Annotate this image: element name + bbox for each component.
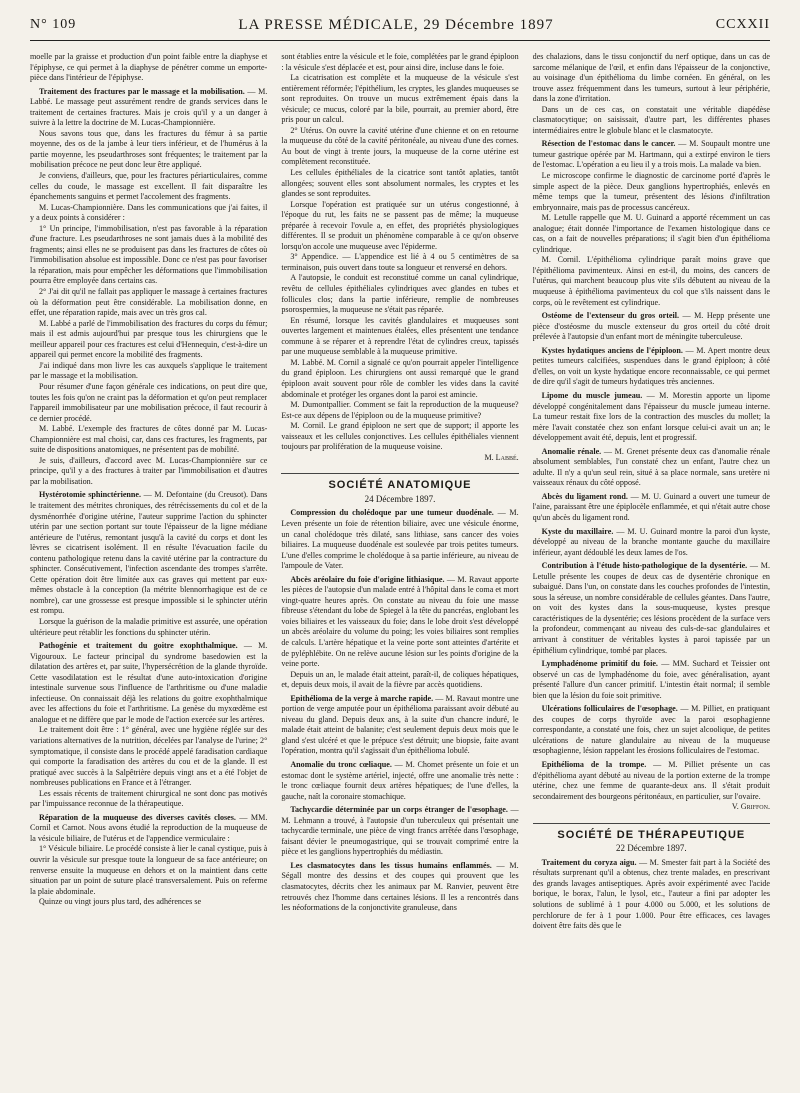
report-paragraph [533, 346, 770, 388]
report-paragraph [533, 760, 770, 802]
masthead-title: LA PRESSE MÉDICALE, 29 Décembre 1897 [238, 16, 554, 33]
report-heading: Traitement du coryza aigu. [541, 857, 637, 867]
report-text: — M. Letulle présente les coupes de deux cas de dysentérie chronique en subaigué. Dans l'un, on constate dans les couches profondes de l'intestin, sous la séreuse, un nombre considérable de cellules géantes. Dans l'autre, on voit des kystes dans la sous-muqueuse, kystes presque caractéristiques de la dysentérie; ces lésions procèdent de la surface vers la profondeur, commençant au niveau des culs-de-sac glandulaires et arrivant à constituer de véritables kystes à paroi tapissée par un épithélium cylindrique, tombé par places. [532, 561, 770, 655]
paragraph: Lorsque l'opération est pratiquée sur un utérus congestionné, à l'époque du rut, les faits ne se passent pas de même; la muqueuse préparée à recevoir l'ovule a, en effet, des propriétés physiologiques différentes. Il se produit un phénomène comparable à ce qu'on observe lorsqu'on accole une muqueuse avec l'épiderme. [281, 199, 519, 251]
paragraph: M. Cornil. Le grand épiploon ne sert que de support; il apporte les vaisseaux et les cellules conjonctives. Les cellules épithéliales viennent toujours par prolifération de la muqueuse voisine. [281, 421, 519, 452]
paragraph: Je suis, d'ailleurs, d'accord avec M. Lucas-Championnière sur ce principe, qu'il y a des fractures à traiter par l'immobilisation et d'autres par la mobilisation. [30, 455, 268, 486]
column-3 [533, 52, 770, 1086]
report-paragraph [533, 391, 770, 444]
section-title: SOCIÉTÉ ANATOMIQUE [328, 479, 472, 492]
report-heading: Contribution à l'étude histo-pathologique de la dysentérie. [541, 561, 748, 571]
report-heading: Résection de l'estomac dans le cancer. [541, 139, 676, 149]
paragraph: Pour résumer d'une façon générale ces indications, on peut dire que, toutes les fois qu'on ne craint pas la déformation et qu'on peut remplacer l'appareil immobilisateur par une mobilisation précoce, il faut recourir à ce dernier procédé. [30, 381, 268, 423]
report-paragraph [533, 527, 770, 559]
paragraph: En résumé, lorsque les cavités glandulaires et muqueuses sont ouvertes largement et maintenues étalées, elles présentent une tendance commune à se réparer et à reprendre l'état de cylindres creux, tapissés par une muqueuse semblable à la muqueuse primitive. [281, 315, 519, 357]
paragraph: M. Dumontpallier. Comment se fait la reproduction de la muqueuse? Est-ce aux dépens de l'épiploon ou de la muqueuse primitive? [281, 400, 519, 420]
report-paragraph [533, 858, 770, 932]
section-title: SOCIÉTÉ DE THÉRAPEUTIQUE [557, 828, 746, 841]
report-paragraph [281, 508, 518, 571]
paragraph: 1° Un principe, l'immobilisation, n'est pas favorable à la réparation d'une fracture. Les pseudarthroses ne sont jamais dues à la mobilité des fragments; ainsi elles ne se produisent pas dans les fractures de côtes où l'immobilisation absolue est impossible. Donc ce n'est pas pour favoriser la réparation, mais pour empêcher les déformations que l'immobilisation pourra être employée dans certains cas. [30, 223, 268, 286]
paragraph: des chalazions, dans le tissu conjonctif du nerf optique, dans un cas de sarcome mélanique de l'œil, et enfin dans l'épaisseur de la conjonctive, au voisinage d'un épithélioma du limbe cornéen. En général, on les trouve assez fréquemment dans les tumeurs, surtout à leur périphérie, dans la zone d'irritation. [532, 52, 770, 104]
report-heading: Epithélioma de la verge à marche rapide. [290, 693, 434, 703]
report-text: — M. Defontaine (du Creusot). Dans le traitement des métrites chroniques, des rétrécissements du col et de la dysménorrhée d'origine utérine, l'auteur supprime l'action du sphincter utérin par une section portant sur toute l'épaisseur de la ligne médiane antérieure de l'utérus, remontant jusqu'à la cavité du corps et dont les lèvres se cicatrisent isolément. Il en résulte l'évacuation facile du contenu pathologique retenu dans la cavité utérine par la contracture du sphincter. Consécutivement, l'infection ascendante des trompes s'arrête. Cette opération doit être limitée aux cas graves qui mettent par eux-mêmes obstacle à la conception (la métrite blennorrhagique est de ce nombre), car une grossesse est presque impossible si le sphincter utérin est rompu. [30, 490, 268, 616]
report-paragraph [533, 447, 770, 489]
report-text: — M. Ravaut montre une portion de verge amputée pour un épithélioma paraissant avoir débuté au niveau du gland. Depuis deux ans, à la suite d'un chancre induré, le malade était atteint de balanite; c'est seulement depuis deux mois que le gland s'est ulcéré et que le prépuce s'est détruit; une biopsie, faite avant l'opération, montra qu'il s'agissait d'un épithélioma lobulé. [281, 693, 519, 756]
report-text: — M. Ravaut apporte les pièces de l'autopsie d'un malade entré à l'hôpital dans le coma et mort vingt-quatre heures après. On constate au niveau du foie une masse fibreuse s'étendant du lobe de Spiegel à la tête du pancréas, englobant les voies biliaires et les vaisseaux du foie; dans le lobe droit s'est développé un abcès aréolaire du volume du poing; les voies biliaires sont remplies de calculs. L'artère hépatique et la veine porte sont atteintes d'artérite et de pyléphlébite. On ne relève aucune lésion sur les points d'origine de la veine porte. [281, 574, 519, 669]
paragraph: M. Labbé a parlé de l'immobilisation des fractures du corps du fémur; mais il est admis aujourd'hui par presque tous les chirurgiens que le meilleur appareil pour ces fractures est celui d'Hennequin, c'est-à-dire un appareil qui permet encore la mobilité des fragments. [30, 318, 268, 360]
paragraph: Les cellules épithéliales de la cicatrice sont tantôt aplaties, tantôt allongées; souvent elles sont absolument normales, les cryptes et les glandes se sont reproduites. [281, 168, 519, 199]
paragraph: Je conviens, d'ailleurs, que, pour les fractures périarticulaires, comme celles du coude, le massage est excellent. Il fait disparaître les épanchements sanguins et permet l'accolement des fragments. [30, 171, 268, 202]
text-columns [30, 52, 770, 1086]
page-header [30, 10, 770, 41]
report-paragraph [281, 575, 518, 670]
paragraph: 1° Vésicule biliaire. Le procédé consiste à lier le canal cystique, puis à ouvrir la vésicule sur presque toute la longueur de sa face antérieure; on renverse ensuite la muqueuse en dehors et on la maintient dans cette situation par un point de suture placé transversalement. Puis on referme la plaie abdominale. [30, 844, 268, 896]
report-text: — M. Vigouroux. Le facteur principal du syndrome basedowien est la dilatation des artères et, par suite, l'hypersécrétion de la glande thyroïde. Cette vasodilatation est le résultat d'une auto-intoxication d'origine intestinale survenue sous l'influence de l'arthritisme ou d'une maladie infectieuse. On connaissait déjà les relations du goitre exophthalmique avec les affections du foie et l'arthritisme. La genèse du myxœdème est analogue et ne diffère que par le mode de l'action exercée sur les artères. [30, 641, 268, 724]
issue-number: N° 109 [30, 17, 77, 32]
report-text: — M. Soupault montre une tumeur gastrique opérée par M. Hartmann, qui a extirpé environ le tiers de l'estomac. L'opération a eu lieu il y a trois mois. La malade va bien. [532, 139, 770, 170]
report-heading: Kystes hydatiques anciens de l'épiploon. [541, 345, 683, 355]
report-paragraph [281, 861, 518, 914]
report-heading: Ulcérations folliculaires de l'œsophage. [541, 704, 678, 714]
report-heading: Abcès aréolaire du foie d'origine lithiasique. [290, 574, 445, 584]
report-paragraph [30, 490, 267, 617]
paragraph: Lorsque la guérison de la maladie primitive est assurée, une opération ultérieure peut rétablir les fonctions du sphincter utérin. [30, 616, 268, 637]
report-heading: Compression du cholédoque par une tumeur duodénale. [290, 508, 494, 518]
report-paragraph [533, 492, 770, 524]
paragraph: moelle par la graisse et production d'un point faible entre la diaphyse et l'épiphyse, ce qui permet à la diaphyse de pénétrer comme un emporte-pièce dans l'intérieur de l'épiphyse. [30, 52, 268, 83]
report-paragraph [30, 813, 267, 845]
report-text: — M. Grenet présente deux cas d'anomalie rénale absolument semblables, l'un constaté chez un enfant, l'autre chez un adulte. Il n'y a qu'un seul rein, situé à sa place normale, sans uretère ni vaisseaux rénaux du côté opposé. [532, 446, 770, 488]
section-heading-therapeutique [533, 823, 770, 854]
report-heading: Pathogénie et traitement du goitre exophthalmique. [39, 641, 238, 651]
paragraph: Dans un de ces cas, on constatait une véritable diapédèse clasmatocytique; on saisissait, d'autre part, les différentes phases intermédiaires entre le globule blanc et le clasmatocyte. [532, 104, 770, 135]
report-heading: Anomalie du tronc cœliaque. [290, 760, 392, 769]
report-text: — M. Chomet présente un foie et un estomac dont le système artériel, injecté, offre une anomalie très nette : le tronc cœliaque fournit deux artères hépatiques; de l'une d'elles, la gauche, naît la coronaire stomachique. [281, 760, 519, 801]
report-heading: Lymphadénome primitif du foie. [541, 659, 658, 669]
paragraph: Quinze ou vingt jours plus tard, des adhérences se [39, 897, 202, 907]
report-heading: Kyste du maxillaire. [541, 526, 614, 536]
report-heading: Epithélioma de la trompe. [541, 760, 647, 769]
page-number: CCXXII [715, 17, 770, 32]
paragraph: M. Cornil. L'épithélioma cylindrique paraît moins grave que l'épithélioma pavimenteux. Ainsi en est-il, du moins, des cancers de l'utérus, qui marchent beaucoup plus vite s'ils débutent au niveau de la muqueuse à épithélioma pavimenteux du col que s'ils naissent dans le corps, où le revêtement est cylindrique. [532, 255, 770, 307]
section-date: 22 Décembre 1897. [615, 843, 687, 854]
paragraph: 2° Utérus. On ouvre la cavité utérine d'une chienne et on en retourne la muqueuse du côté de la cavité péritonéale, au niveau d'une des cornes. Au bout de vingt à trente jours, la muqueuse de la corne utérine est complètement reconstituée. [281, 125, 519, 167]
column-1-body [30, 52, 267, 908]
report-paragraph [533, 659, 770, 701]
report-heading: Les clasmatocytes dans les tissus humains enflammés. [290, 860, 492, 870]
paragraph: J'ai indiqué dans mon livre les cas auxquels s'applique le traitement par le massage et la mobilisation. [30, 360, 268, 381]
report-paragraph [533, 561, 770, 656]
report-heading: Tachycardie déterminée par un corps étranger de l'œsophage. [290, 805, 508, 815]
report-paragraph [30, 87, 267, 129]
report-text: — M. Ségall montre des dessins et des coupes qui prouvent que les clasmatocytes, décrits chez les animaux par M. Ranvier, peuvent être retrouvés chez l'homme dans certaines lésions. Il les a rencontrés dans les néoformations de la conjonctivite granuleuse, dans [281, 860, 519, 913]
paragraph: La cicatrisation est complète et la muqueuse de la vésicule s'est entièrement réformée; l'épithélium, les cryptes, les glandes muqueuses se sont reproduites. On trouve un mucus extrêmement épais dans la vésicule; ce mucus, coloré par la bile, pourrait, au premier abord, être pris pour un calcul. [281, 73, 519, 125]
paragraph: M. Letulle rappelle que M. U. Guinard a apporté récemment un cas analogue; était donnée l'importance de l'examen histologique dans ce cas, on a fait de nouvelles préparations; il s'agit bien d'un épithélioma cylindrique. [532, 213, 770, 254]
report-paragraph [533, 139, 770, 171]
report-text: — M. Pilliet présente un cas d'épithélioma ayant débuté au niveau de la portion externe de la trompe utérine, chez une femme de quarante-deux ans. Il s'était produit secondairement des bourgeons péritonéaux, en particulier, sur l'ovaire. [532, 760, 770, 801]
report-paragraph [30, 641, 267, 725]
report-text: — M. Morestin apporte un lipome développé congénitalement dans l'épaisseur du muscle jumeau interne. La tumeur restait fixe lors de la contraction des muscles du mollet; la mère l'avait constatée chez son enfant lorsque celui-ci avait un an; le développement avait été, depuis, lent et progressif. [532, 390, 770, 443]
paragraph: Depuis un an, le malade était atteint, paraît-il, de coliques hépatiques, et, depuis deux mois, il avait de la fièvre par accès quotidiens. [281, 669, 519, 690]
column-3-body-bottom [533, 858, 770, 932]
column-3-body-top [533, 52, 770, 802]
paragraph: M. Labbé. M. Cornil a signalé ce qu'on pourrait appeler l'intelligence du grand épiploon. Les chirurgiens ont aussi remarqué que le grand épiploon avait souvent pour rôle de combler les vides dans la cavité abdominale et protéger les organes dont la paroi est amincie. [281, 357, 519, 399]
paragraph: 2° J'ai dit qu'il ne fallait pas appliquer le massage à certaines fractures où la déformation peut être considérable. La mobilisation donne, en effet, une réparation rapide, mais avec un très gros cal. [30, 287, 268, 318]
paragraph: M. Lucas-Championnière. Dans les communications que j'ai faites, il y a deux points à considérer : [30, 202, 268, 223]
report-text: — M. Smester fait part à la Société des résultats surprenant qu'il a obtenus, chez trente malades, en prescrivant des grands lavages antiseptiques. Après avoir expérimenté avec l'acide borique, le borax, l'alun, le lysol, etc., l'auteur a fini par adopter les solutions de sublimé à 1 pour 4.000 ou 5.000, et les solutions de perchlorure de fer à 1 pour 1.000. Pour être efficaces, ces lavages doivent être faits dès que le [532, 857, 770, 931]
column-2-body-bottom [281, 508, 518, 913]
article-signature: V. Griffon. [731, 802, 770, 812]
report-heading: Hystérotomie sphinctérienne. [39, 490, 142, 500]
paragraph: Nous savons tous que, dans les fractures du fémur à sa partie moyenne, des os de la jambe à leur tiers inférieur, et de l'humérus à la partie moyenne, les pseudarthroses sont fréquentes; le traitement par la mobilisation précoce ne peut donc leur être appliqué. [30, 128, 268, 170]
report-text: — M. Leven présente un foie de rétention biliaire, avec une vésicule énorme, un canal cholédoque très dilaté, sans lithiase, sans cancer des voies biliaires. La muqueuse duodénale est soulevée par trois petites tumeurs. L'une d'elles comprime le cholédoque à sa partie inférieure, au niveau de l'ampoule de Vater. [281, 508, 519, 571]
report-paragraph [281, 760, 518, 802]
report-text: — M. U. Guinard a ouvert une tumeur de l'aine, paraissant être une épiplocèle enflammée, et qui n'était autre chose qu'un abcès du ligament rond. [532, 491, 770, 522]
paragraph: sont établies entre la vésicule et le foie, complétées par le grand épiploon : la vésicule s'est déplacée et est, pour ainsi dire, incluse dans le foie. [281, 52, 519, 72]
report-heading: Ostéome de l'extenseur du gros orteil. [541, 311, 680, 321]
report-paragraph [281, 694, 518, 757]
paragraph: A l'autopsie, le conduit est reconstitué comme un canal cylindrique, revêtu de cellules épithéliales cylindriques avec glandes en tubes et follicules clos; dans la partie inférieure, remplie de nombreuses psorospermies, la muqueuse ne s'était pas réparée. [281, 273, 519, 315]
paragraph: Les essais récents de traitement chirurgical ne sont donc pas motivés par l'impuissance reconnue de la thérapeutique. [30, 788, 268, 809]
report-text: — M. Apert montre deux petites tumeurs calcifiées, suspendues dans le grand épiploon; à côté d'elles, on voit un kyste hydatique encore reconnaissable, ce qui permet de dire qu'il s'agit de tumeurs hydatiques très anciennes. [532, 345, 770, 387]
section-date: 24 Décembre 1897. [364, 493, 436, 504]
report-heading: Abcès du ligament rond. [541, 491, 628, 501]
report-text: — M. U. Guinard montre la paroi d'un kyste, développé au niveau de la branche montante gauche du maxillaire inférieur, ayant dédoublé les deux lames de l'os. [532, 526, 770, 557]
report-paragraph [533, 311, 770, 343]
column-1 [30, 52, 267, 1086]
report-text: — M. Lehmann a trouvé, à l'autopsie d'un tuberculeux qui présentait une tachycardie terminale, une pièce de vingt francs arrêtée dans l'œsophage, faisant dévier le pneumogastrique, qui se trouvait comprimé entre la pièce et les ganglions hypertrophiés du médiastin. [281, 805, 519, 857]
column-2-body-top [281, 52, 518, 453]
paragraph: Le traitement doit être : 1° général, avec une hygiène réglée sur des variations alternatives de la nutrition, décelées par l'analyse de l'urine; 2° symptomatique, il consiste dans le procédé appelé faradisation cardiaque qui comporte la faradisation des artères du cou et de la glande. Il est pratiqué avec succès à la Salpêtrière depuis vingt ans et a été l'objet de nombreuses publications en France et à l'étranger. [30, 725, 268, 788]
report-text: — M. Pilliet, en pratiquant des coupes de corps thyroïde avec la paroi œsophagienne correspondante, a constaté une fois, chez un sujet alcoolique, de petites ulcérations de nature glandulaire au niveau de la muqueuse œsophagienne, lésion rappelant les érosions folliculaires de l'estomac. [532, 704, 770, 756]
paragraph: Le microscope confirme le diagnostic de carcinome porté d'après le simple aspect de la pièce. Deux ganglions hypertrophiés, enlevés en même temps que la tumeur, présentent des lésions d'infiltration embryonnaire, mais pas de processus cancéreux. [532, 171, 770, 212]
report-text: — M. Hepp présente une pièce d'ostéosme du muscle extenseur du gros orteil du côté droit prélevée à l'autopsie d'un enfant mort de méningite tuberculeuse. [532, 311, 770, 342]
report-paragraph [533, 704, 770, 757]
report-text: — MM. Suchard et Teissier ont observé un cas de lymphadénome du foie, avec généralisation, ayant présenté l'allure d'un cancer primitif. L'intestin était normal; il semble bien que la lésion du foie soit primitive. [532, 659, 770, 700]
report-text: — MM. Cornil et Carnot. Nous avons étudié la reproduction de la muqueuse de la vésicule biliaire, de l'utérus et de l'appendice vermiculaire : [30, 812, 268, 843]
report-heading: Réparation de la muqueuse des diverses cavités closes. [39, 812, 236, 822]
column-2 [281, 52, 518, 1086]
section-heading-anatomique [281, 473, 518, 504]
report-heading: Anomalie rénale. [541, 446, 602, 456]
report-paragraph [281, 805, 518, 858]
paragraph: M. Labbé. L'exemple des fractures de côtes donné par M. Lucas-Championnière est mal choisi, car, dans ces fractures, les fragments, par suite de dispositions anatomiques, ne présentent pas de mobilité. [30, 424, 268, 455]
report-text: — M. Labbé. Le massage peut assurément rendre de grands services dans le traitement de certaines fractures. Mais je crois qu'il y a un danger à suivre à la lettre la doctrine de M. Lucas-Championnière. [30, 86, 268, 128]
report-heading: Lipome du muscle jumeau. [541, 390, 643, 400]
paragraph: 3° Appendice. — L'appendice est lié à 4 ou 5 centimètres de sa terminaison, puis ouvert dans toute sa longueur et renversé en dehors. [281, 252, 519, 272]
article-signature: M. Labbé. [484, 452, 519, 462]
report-heading: Traitement des fractures par le massage et la mobilisation. [39, 86, 245, 96]
